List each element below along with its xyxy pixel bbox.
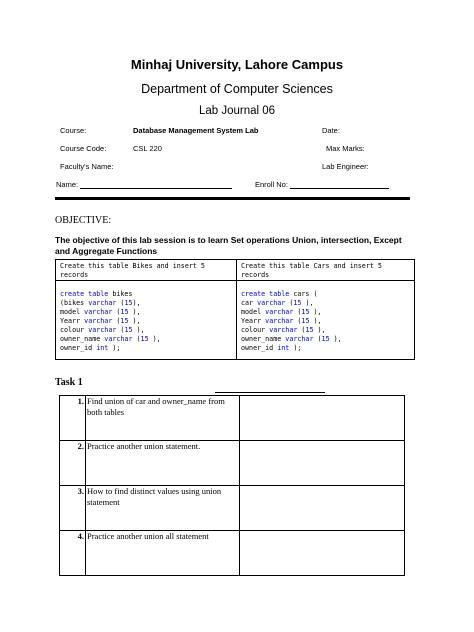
answer-cell[interactable] — [240, 441, 405, 486]
code-line: owner_id int ); — [241, 344, 302, 352]
task-question: Practice another union statement. — [86, 441, 240, 486]
code-line: owner_name varchar (15 ), — [241, 335, 342, 343]
task-question: Find union of car and owner_name from both tables — [86, 396, 240, 441]
task-row — [60, 396, 405, 441]
task-number: 1. — [60, 396, 86, 441]
task-row — [60, 486, 405, 531]
code-header-cars: Create this table Cars and insert 5 records — [237, 260, 414, 281]
answer-cell[interactable] — [240, 396, 405, 441]
task-label: Task 1 — [55, 377, 83, 388]
code-column-bikes — [56, 260, 237, 359]
code-line: (bikes varchar (15), — [60, 299, 141, 307]
department-title: Department of Computer Sciences — [141, 82, 333, 96]
code-line: Yearr varchar (15 ), — [241, 317, 322, 325]
journal-title: Lab Journal 06 — [198, 105, 276, 117]
code-line: owner_id int ); — [60, 344, 121, 352]
task-number: 2. — [60, 441, 86, 486]
course-code-value: CSL 220 — [133, 144, 162, 153]
name-label: Name: — [56, 180, 79, 189]
lab-engineer-label: Lab Engineer: — [322, 162, 369, 171]
task-question: How to find distinct values using union statement — [86, 486, 240, 531]
code-line: model varchar (15 ), — [60, 308, 141, 316]
task-number: 4. — [60, 531, 86, 576]
faculty-label: Faculty's Name: — [60, 162, 114, 171]
code-table — [55, 259, 415, 360]
code-line: colour varchar (15 ), — [241, 326, 326, 334]
code-line: car varchar (15 ), — [241, 299, 314, 307]
code-line: model varchar (15 ), — [241, 308, 322, 316]
objective-text: The objective of this lab session is to learn Set operations Union, intersection, Except and Aggregate Functions — [55, 235, 402, 256]
max-marks-label: Max Marks: — [326, 144, 365, 153]
task-row — [60, 531, 405, 576]
task-question: Practice another union all statement — [86, 531, 240, 576]
task-table — [59, 395, 405, 576]
code-line: Yearr varchar (15 ), — [60, 317, 141, 325]
task-row — [60, 441, 405, 486]
name-blank-line — [80, 188, 232, 189]
code-line: create table cars ( — [241, 290, 318, 298]
header-underline — [215, 392, 325, 393]
course-value: Database Management System Lab — [133, 126, 259, 135]
code-line: owner_name varchar (15 ), — [60, 335, 161, 343]
enroll-label: Enroll No: — [255, 180, 288, 189]
code-block-bikes — [60, 290, 232, 353]
answer-cell[interactable] — [240, 486, 405, 531]
code-line: create table bikes — [60, 290, 133, 298]
university-title: Minhaj University, Lahore Campus — [130, 57, 344, 72]
objective-heading: OBJECTIVE: — [55, 215, 112, 226]
task-number: 3. — [60, 486, 86, 531]
course-code-label: Course Code: — [60, 144, 107, 153]
answer-cell[interactable] — [240, 531, 405, 576]
code-line: colour varchar (15 ), — [60, 326, 145, 334]
code-column-cars — [237, 260, 414, 359]
code-block-cars — [241, 290, 410, 353]
code-header-bikes: Create this table Bikes and insert 5 records — [56, 260, 236, 281]
section-divider — [55, 197, 410, 200]
date-label: Date: — [322, 126, 340, 135]
enroll-blank-line — [290, 188, 389, 189]
course-label: Course: — [60, 126, 87, 135]
